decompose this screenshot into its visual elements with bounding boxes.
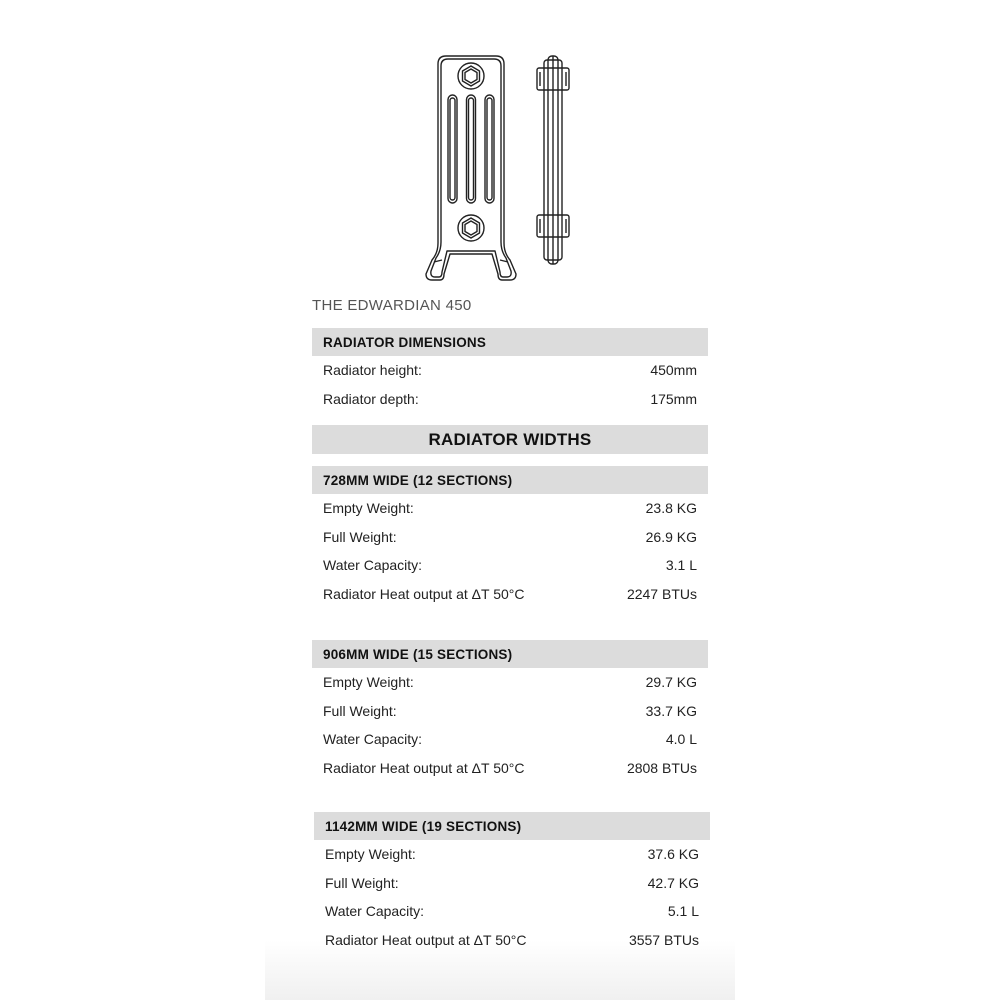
table-row xyxy=(312,385,708,414)
row-value: 42.7 KG xyxy=(647,874,699,891)
table-row xyxy=(312,551,708,580)
row-value: 2808 BTUs xyxy=(626,759,697,776)
radiator-illustration xyxy=(420,48,590,293)
row-label: Radiator depth: xyxy=(323,390,419,407)
table-row xyxy=(314,869,710,898)
row-value: 4.0 L xyxy=(665,731,697,748)
dimensions-table xyxy=(312,328,708,413)
row-label: Radiator Heat output at ΔT 50°C xyxy=(325,931,527,948)
row-value: 2247 BTUs xyxy=(626,585,697,602)
row-label: Water Capacity: xyxy=(323,731,423,748)
row-value: 26.9 KG xyxy=(645,528,697,545)
widths-heading-block xyxy=(312,425,708,454)
row-value: 175mm xyxy=(650,390,697,407)
table-row xyxy=(314,840,710,869)
width-group-728 xyxy=(312,466,708,608)
table-row xyxy=(312,523,708,552)
product-title: THE EDWARDIAN 450 xyxy=(312,297,472,314)
row-label: Radiator Heat output at ΔT 50°C xyxy=(323,759,525,776)
row-label: Radiator height: xyxy=(323,362,422,379)
row-value: 3.1 L xyxy=(665,557,697,574)
table-row xyxy=(312,697,708,726)
row-value: 450mm xyxy=(650,362,697,379)
row-label: Empty Weight: xyxy=(323,500,414,517)
table-row xyxy=(312,494,708,523)
width-group-906 xyxy=(312,640,708,782)
row-value: 33.7 KG xyxy=(645,702,697,719)
row-label: Radiator Heat output at ΔT 50°C xyxy=(323,585,525,602)
table-row xyxy=(312,580,708,609)
row-label: Full Weight: xyxy=(325,874,399,891)
table-row xyxy=(312,725,708,754)
group-heading: 728MM WIDE (12 SECTIONS) xyxy=(312,466,708,494)
table-row xyxy=(312,356,708,385)
group-heading: 1142MM WIDE (19 SECTIONS) xyxy=(314,812,710,840)
row-label: Empty Weight: xyxy=(325,846,416,863)
widths-heading: RADIATOR WIDTHS xyxy=(312,425,708,454)
row-value: 5.1 L xyxy=(667,903,699,920)
row-value: 29.7 KG xyxy=(645,674,697,691)
width-group-1142 xyxy=(314,812,710,954)
table-row xyxy=(314,926,710,955)
row-label: Full Weight: xyxy=(323,528,397,545)
row-label: Full Weight: xyxy=(323,702,397,719)
row-value: 3557 BTUs xyxy=(628,931,699,948)
group-heading: 906MM WIDE (15 SECTIONS) xyxy=(312,640,708,668)
table-row xyxy=(312,754,708,783)
row-value: 23.8 KG xyxy=(645,500,697,517)
dimensions-heading: RADIATOR DIMENSIONS xyxy=(312,328,708,356)
row-label: Water Capacity: xyxy=(323,557,423,574)
table-row xyxy=(312,668,708,697)
row-label: Empty Weight: xyxy=(323,674,414,691)
row-value: 37.6 KG xyxy=(647,846,699,863)
row-label: Water Capacity: xyxy=(325,903,425,920)
table-row xyxy=(314,897,710,926)
